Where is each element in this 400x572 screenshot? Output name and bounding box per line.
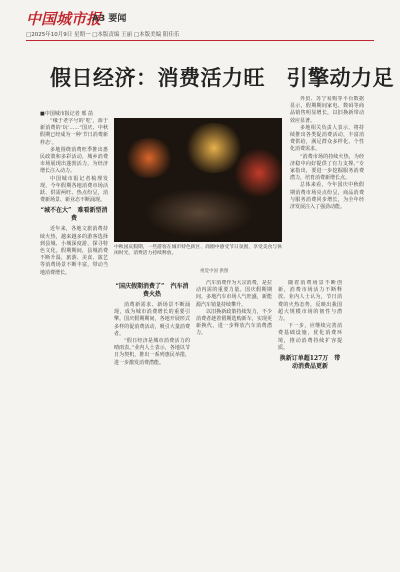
news-photo (114, 118, 282, 242)
masthead (26, 8, 378, 50)
subhead: “国庆假期消费了” 汽车消费火热 (115, 283, 189, 298)
section-label: A3 要闻 (92, 14, 127, 24)
paragraph: “假日经济是城市消费活力的晴雨表。”业内人士表示，各地以节日为契机，推出一系列惠民举措，进一步激发消费潜能。 (114, 338, 190, 366)
headline: 假日经济：消费活力旺 引擎动力足 (50, 65, 394, 90)
subhead: 换新订单超127万 带动消费品更新 (279, 355, 341, 371)
paragraph: 下一步，应继续完善消费基础设施，优化消费环境，推动消费持续扩容提质。 (278, 323, 342, 351)
paragraph: 中国城市报记者梳理发现，今年假期各地消费市场活跃、供需两旺、热点纷呈，消费新场景、新业态不断涌现。 (40, 175, 108, 204)
byline: ■中国城市报记者 邢 菡 (40, 111, 93, 117)
paragraph: 汽车消费作为大宗消费，是拉动内需的重要力量。国庆假期期间，多地汽车市场人气旺盛，新能源汽车销量持续攀升。 (196, 280, 272, 308)
paragraph: 随着消费场景不断创新，消费市场活力不断释放。业内人士认为，节日消费的火热态势，反映出我国超大规模市场的韧性与潜力。 (278, 280, 342, 323)
paragraph: 多地围绕消费旺季推出惠民政策和多彩活动，城乡消费市场展现出蓬勃活力，为经济增长注入动力。 (40, 146, 108, 175)
paragraph: 以旧换新政策持续发力，不少消费者趁着假期选购新车，实现更新换代，进一步释放汽车消费潜力。 (196, 308, 272, 337)
column-3 (196, 280, 272, 566)
paragraph: “消费市场的持续火热，为经济稳中向好提供了有力支撑。”专家指出，要进一步挖掘服务消费潜力，培育消费新增长点。 (290, 153, 364, 182)
column-5 (290, 96, 364, 566)
photo-caption: 中秋国庆假期，一些游客在城市特色街区、商圈中感受节日氛围，享受美食与休闲时光，消费活力持续释放。 (114, 245, 282, 257)
paragraph: “缘于老字号的‘吃’，源于新消费的‘玩’……”国庆、中秋假期已经成为一种‘节日消费新样态’。 (40, 118, 108, 146)
paragraph: 消费新需求、新场景不断涌现，成为城市消费增长的重要引擎。国庆假期期间，各地开展形式多样的促消费活动，吸引大量消费者。 (114, 302, 190, 337)
header-rule (26, 40, 374, 41)
subhead: “城不在大” 难看新型消费 (40, 207, 108, 223)
photo-credit: 视觉中国 供图 (200, 269, 229, 274)
paragraph: 近年来，各地文旅消费持续火热，越来越多的游客选择到县城、小城深度游，探寻特色文化。假期期间，县城消费不断升温，旅游、美食、演艺等消费场景不断丰富，带动当地消费增长。 (40, 226, 108, 276)
column-2 (114, 280, 190, 566)
dateline: □2025年10月9日 星期一 □本版责编 王丽 □本版美编 阳佳乐 (26, 32, 180, 38)
paragraph: 总体来看，今年国庆中秋假期消费市场亮点纷呈，商品消费与服务消费同步增长，为全年经济发展注入了强劲动能。 (290, 182, 364, 211)
column-1 (40, 118, 108, 564)
paper-name: 中国城市报 (26, 10, 102, 28)
paragraph: 外贸、苏宁易购等平台数据显示，假期期间家电、数码等商品销售明显增长，以旧换新带动效应显著。 (290, 96, 364, 124)
paragraph: 多地相关负责人表示，将持续推出各类促消费活动，丰富消费供给，满足群众多样化、个性化消费需求。 (290, 124, 364, 153)
